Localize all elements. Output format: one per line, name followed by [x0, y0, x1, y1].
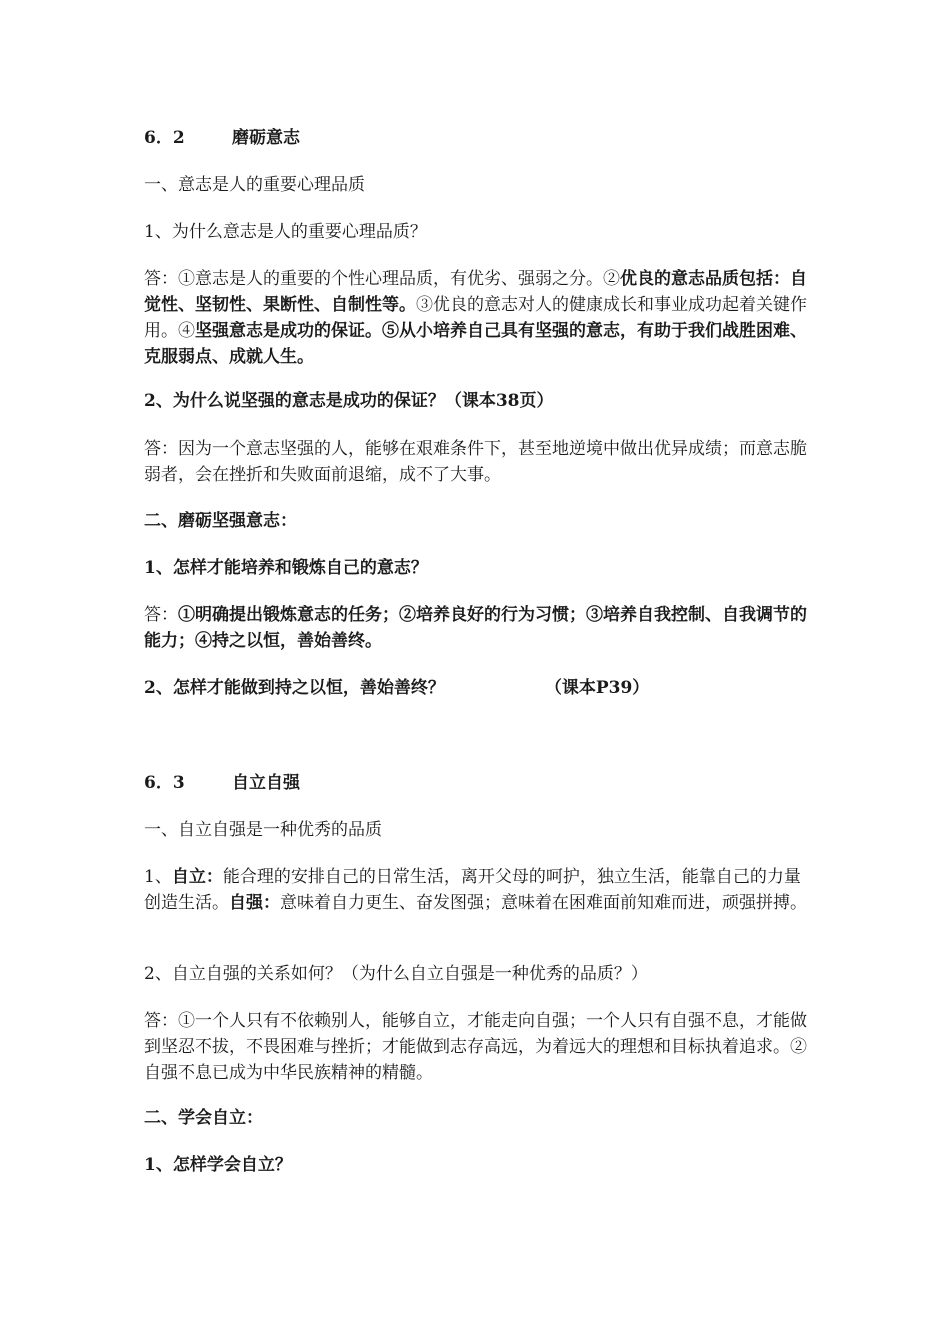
section-heading-6-2: 6．2 磨砺意志: [144, 128, 300, 148]
answer-paragraph: 答：①意志是人的重要的个性心理品质，有优劣、强弱之分。②优良的意志品质包括：自觉性、坚韧性、果断性、自制性等。③优良的意志对人的健康成长和事业成功起着关键作用。④坚强意志是成功的保证。⑤从小培养自己具有坚强的意志，有助于我们战胜困难、克服弱点、成就人生。: [144, 269, 807, 367]
answer-paragraph: 答：①一个人只有不依赖别人，能够自立，才能走向自强；一个人只有自强不息，才能做到坚忍不拔，不畏困难与挫折；才能做到志存高远，为着远大的理想和目标执着追求。②自强不息已成为中华民族精神的精髓。: [144, 1011, 807, 1083]
answer-paragraph: 答：①明确提出锻炼意志的任务；②培养良好的行为习惯；③培养自我控制、自我调节的能力；④持之以恒，善始善终。: [144, 605, 807, 651]
definition-paragraph: 1、自立：能合理的安排自己的日常生活，离开父母的呵护，独立生活，能靠自己的力量创造生活。自强：意味着自力更生、奋发图强；意味着在困难面前知难而进，顽强拼搏。: [144, 867, 807, 913]
question: 1、怎样才能培养和锻炼自己的意志？: [144, 558, 428, 578]
subsection-heading: 二、学会自立：: [144, 1108, 263, 1128]
question: 1、怎样学会自立？: [144, 1155, 292, 1175]
question: 2、为什么说坚强的意志是成功的保证？（课本38页）: [144, 391, 554, 411]
subsection-heading: 一、意志是人的重要心理品质: [144, 175, 365, 195]
question: 2、怎样才能做到持之以恒，善始善终？ （课本P39）: [144, 678, 650, 698]
answer-paragraph: 答：因为一个意志坚强的人，能够在艰难条件下，甚至地逆境中做出优异成绩；而意志脆弱者，会在挫折和失败面前退缩，成不了大事。: [144, 439, 807, 485]
section-heading-6-3: 6．3 自立自强: [144, 773, 300, 793]
subsection-heading: 二、磨砺坚强意志：: [144, 511, 297, 531]
question: 1、为什么意志是人的重要心理品质？: [144, 222, 427, 242]
subsection-heading: 一、自立自强是一种优秀的品质: [144, 820, 382, 840]
question: 2、自立自强的关系如何？（为什么自立自强是一种优秀的品质？）: [144, 964, 648, 984]
